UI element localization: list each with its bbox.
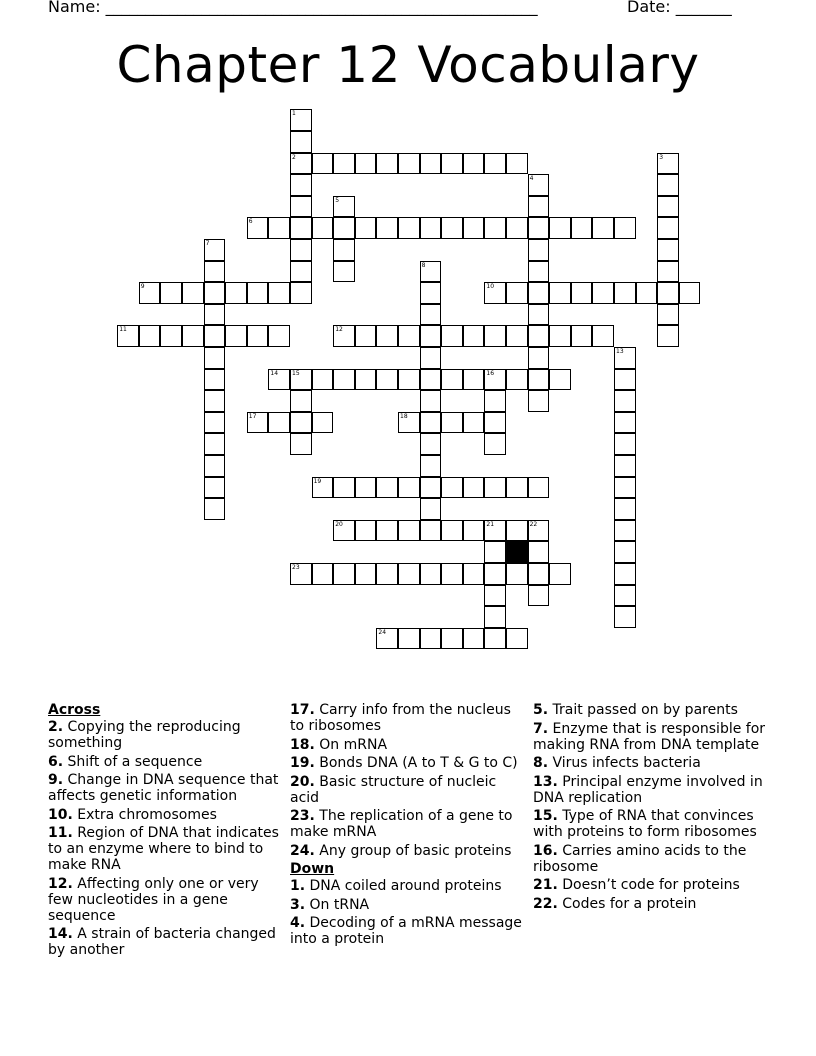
across-clue bbox=[48, 772, 284, 804]
grid-cell[interactable] bbox=[290, 433, 312, 455]
grid-cell[interactable] bbox=[376, 369, 398, 391]
clue-number-label: 8 bbox=[421, 261, 426, 269]
grid-cell[interactable] bbox=[204, 369, 226, 391]
grid-cell[interactable] bbox=[441, 153, 463, 175]
clue-text: Doesn’t code for proteins bbox=[557, 877, 740, 893]
grid-cell[interactable] bbox=[420, 628, 442, 650]
grid-cell[interactable] bbox=[420, 282, 442, 304]
grid-cell[interactable] bbox=[290, 282, 312, 304]
clue-number: 17. bbox=[290, 702, 315, 718]
clue-number: 14. bbox=[48, 926, 73, 942]
grid-cell[interactable] bbox=[420, 412, 442, 434]
grid-cell[interactable] bbox=[312, 563, 334, 585]
clue-number-label: 17 bbox=[248, 412, 257, 420]
grid-cell[interactable] bbox=[657, 217, 679, 239]
down-clue bbox=[290, 897, 526, 913]
grid-cell[interactable] bbox=[614, 282, 636, 304]
clue-number: 9. bbox=[48, 772, 64, 788]
clue-number-label: 5 bbox=[335, 196, 340, 204]
across-clue bbox=[48, 926, 284, 958]
grid-cell[interactable] bbox=[528, 282, 550, 304]
grid-cell[interactable] bbox=[420, 563, 442, 585]
clue-text: Carry info from the nucleus to ribosomes bbox=[290, 702, 511, 734]
grid-cell[interactable] bbox=[592, 217, 614, 239]
grid-cell[interactable] bbox=[549, 217, 571, 239]
grid-cell[interactable] bbox=[657, 282, 679, 304]
grid-cell[interactable] bbox=[312, 217, 334, 239]
grid-cell[interactable] bbox=[247, 325, 269, 347]
grid-cell[interactable] bbox=[420, 153, 442, 175]
grid-cell[interactable] bbox=[290, 217, 312, 239]
grid-cell[interactable] bbox=[333, 477, 355, 499]
clue-number: 2. bbox=[48, 719, 64, 735]
grid-cell[interactable] bbox=[657, 239, 679, 261]
clue-number: 6. bbox=[48, 753, 64, 770]
grid-cell[interactable] bbox=[549, 282, 571, 304]
clue-number-label: 7 bbox=[205, 240, 210, 247]
grid-cell[interactable] bbox=[312, 153, 334, 175]
grid-cell[interactable] bbox=[528, 304, 550, 326]
grid-cell[interactable] bbox=[549, 325, 571, 347]
grid-cell[interactable] bbox=[484, 585, 506, 607]
down-clue bbox=[533, 755, 769, 771]
grid-cell[interactable] bbox=[506, 282, 528, 304]
grid-cell[interactable] bbox=[204, 477, 226, 499]
grid-cell[interactable] bbox=[463, 628, 485, 650]
clue-number-label: 22 bbox=[529, 520, 538, 528]
grid-cell[interactable] bbox=[463, 369, 485, 391]
grid-cell[interactable] bbox=[204, 325, 226, 347]
down-clue bbox=[533, 896, 769, 912]
down-clue bbox=[290, 915, 526, 947]
clue-text: Extra chromosomes bbox=[72, 806, 217, 823]
clue-number: 1. bbox=[290, 878, 306, 894]
across-clue bbox=[290, 774, 526, 806]
across-clue bbox=[290, 755, 526, 771]
grid-cell[interactable] bbox=[657, 261, 679, 283]
clue-number: 15. bbox=[533, 808, 558, 824]
grid-cell[interactable] bbox=[571, 282, 593, 304]
grid-cell[interactable] bbox=[484, 606, 506, 628]
grid-cell[interactable] bbox=[247, 282, 269, 304]
down-clue bbox=[533, 774, 769, 806]
grid-cell[interactable] bbox=[290, 412, 312, 434]
grid-cell[interactable] bbox=[204, 304, 226, 326]
clue-number: 4. bbox=[290, 915, 306, 931]
grid-cell[interactable] bbox=[204, 455, 226, 477]
down-heading: Down bbox=[290, 861, 335, 877]
grid-cell[interactable] bbox=[463, 477, 485, 499]
grid-cell[interactable] bbox=[376, 217, 398, 239]
clue-number: 5. bbox=[533, 702, 549, 718]
grid-cell[interactable] bbox=[484, 153, 506, 175]
grid-cell[interactable] bbox=[290, 131, 312, 153]
clue-number-label: 19 bbox=[313, 477, 322, 485]
grid-cell[interactable] bbox=[290, 196, 312, 218]
grid-cell[interactable] bbox=[182, 282, 204, 304]
grid-cell[interactable] bbox=[290, 390, 312, 412]
grid-cell[interactable] bbox=[420, 520, 442, 542]
clue-number: 16. bbox=[533, 842, 558, 859]
grid-cell[interactable] bbox=[484, 217, 506, 239]
clue-text: Bonds DNA (A to T & G to C) bbox=[314, 755, 518, 771]
grid-cell[interactable] bbox=[376, 563, 398, 585]
clue-number: 13. bbox=[533, 773, 558, 790]
across-clue bbox=[48, 807, 284, 823]
clue-text: Trait passed on by parents bbox=[548, 702, 738, 718]
clue-text: Decoding of a mRNA message into a protein bbox=[290, 915, 522, 947]
grid-cell[interactable] bbox=[333, 563, 355, 585]
grid-cell[interactable] bbox=[506, 153, 528, 175]
grid-cell[interactable] bbox=[528, 196, 550, 218]
grid-cell[interactable] bbox=[441, 369, 463, 391]
grid-cell[interactable] bbox=[398, 153, 420, 175]
grid-cell[interactable] bbox=[614, 606, 636, 628]
grid-cell[interactable] bbox=[225, 325, 247, 347]
grid-cell[interactable] bbox=[528, 261, 550, 283]
clue-text: Copying the reproducing something bbox=[48, 719, 241, 751]
clue-text: Basic structure of nucleic acid bbox=[290, 773, 497, 806]
grid-cell[interactable] bbox=[549, 369, 571, 391]
grid-cell[interactable] bbox=[398, 325, 420, 347]
clue-number: 22. bbox=[533, 895, 558, 912]
grid-cell[interactable] bbox=[420, 304, 442, 326]
grid-cell[interactable] bbox=[441, 325, 463, 347]
grid-cell[interactable] bbox=[398, 520, 420, 542]
black-square bbox=[506, 541, 528, 563]
across-clue bbox=[48, 825, 284, 873]
clue-text: Region of DNA that indicates to an enzyme where to bind to make RNA bbox=[48, 825, 279, 873]
across-clue bbox=[290, 737, 526, 753]
grid-cell[interactable] bbox=[657, 325, 679, 347]
grid-cell[interactable] bbox=[636, 282, 658, 304]
across-clue bbox=[290, 843, 526, 859]
across-heading: Across bbox=[48, 702, 101, 718]
grid-cell[interactable] bbox=[528, 347, 550, 369]
grid-cell[interactable] bbox=[204, 347, 226, 369]
grid-cell[interactable] bbox=[484, 541, 506, 563]
clue-number: 19. bbox=[290, 755, 315, 771]
clue-number-label: 2 bbox=[292, 153, 296, 161]
grid-cell[interactable] bbox=[355, 520, 377, 542]
grid-cell[interactable] bbox=[420, 498, 442, 520]
clue-number: 24. bbox=[290, 842, 315, 859]
grid-cell[interactable] bbox=[657, 304, 679, 326]
grid-cell[interactable] bbox=[225, 282, 247, 304]
clue-number-label: 15 bbox=[292, 369, 300, 377]
grid-cell[interactable] bbox=[420, 217, 442, 239]
clue-number-label: 10 bbox=[486, 283, 495, 291]
grid-cell[interactable] bbox=[506, 369, 528, 391]
grid-cell[interactable] bbox=[657, 196, 679, 218]
grid-cell[interactable] bbox=[528, 390, 550, 412]
grid-cell[interactable] bbox=[333, 153, 355, 175]
grid-cell[interactable] bbox=[376, 153, 398, 175]
grid-cell[interactable] bbox=[571, 217, 593, 239]
grid-cell[interactable] bbox=[614, 541, 636, 563]
grid-cell[interactable] bbox=[463, 325, 485, 347]
grid-cell[interactable] bbox=[420, 455, 442, 477]
grid-cell[interactable] bbox=[182, 325, 204, 347]
grid-cell[interactable] bbox=[528, 563, 550, 585]
grid-cell[interactable] bbox=[441, 563, 463, 585]
grid-cell[interactable] bbox=[268, 282, 290, 304]
clue-number-label: 23 bbox=[292, 564, 300, 571]
clue-number-label: 6 bbox=[248, 218, 253, 226]
grid-cell[interactable] bbox=[506, 477, 528, 499]
across-clue-list bbox=[48, 719, 284, 958]
grid-cell[interactable] bbox=[420, 433, 442, 455]
grid-cell[interactable] bbox=[398, 477, 420, 499]
grid-cell[interactable] bbox=[420, 325, 442, 347]
grid-cell[interactable] bbox=[484, 325, 506, 347]
grid-cell[interactable] bbox=[398, 563, 420, 585]
grid-cell[interactable] bbox=[528, 369, 550, 391]
grid-cell[interactable] bbox=[420, 390, 442, 412]
grid-cell[interactable] bbox=[614, 585, 636, 607]
grid-cell[interactable] bbox=[506, 217, 528, 239]
grid-cell[interactable] bbox=[592, 282, 614, 304]
grid-cell[interactable] bbox=[398, 217, 420, 239]
grid-cell[interactable] bbox=[484, 477, 506, 499]
grid-cell[interactable] bbox=[614, 477, 636, 499]
clue-text: Enzyme that is responsible for making RNA from DNA template bbox=[533, 720, 766, 753]
down-clue bbox=[533, 808, 769, 840]
grid-cell[interactable] bbox=[571, 325, 593, 347]
down-clue bbox=[290, 878, 526, 894]
date-field-label[interactable]: Date: _______ bbox=[627, 0, 732, 16]
clue-text: Virus infects bacteria bbox=[548, 755, 701, 771]
clue-number-label: 16 bbox=[486, 369, 495, 377]
clue-text: A strain of bacteria changed by another bbox=[48, 926, 276, 958]
clue-number: 3. bbox=[290, 896, 306, 913]
grid-cell[interactable] bbox=[355, 153, 377, 175]
grid-cell[interactable] bbox=[506, 563, 528, 585]
grid-cell[interactable] bbox=[463, 217, 485, 239]
clue-text: The replication of a gene to make mRNA bbox=[290, 808, 513, 840]
grid-cell[interactable] bbox=[463, 153, 485, 175]
clue-number-label: 11 bbox=[119, 326, 127, 334]
grid-cell[interactable] bbox=[160, 282, 182, 304]
grid-cell[interactable] bbox=[290, 261, 312, 283]
grid-cell[interactable] bbox=[376, 325, 398, 347]
grid-cell[interactable] bbox=[312, 369, 334, 391]
grid-cell[interactable] bbox=[549, 563, 571, 585]
across-clue bbox=[48, 754, 284, 770]
grid-cell[interactable] bbox=[204, 282, 226, 304]
clue-number-label: 21 bbox=[486, 520, 495, 528]
clue-number-label: 18 bbox=[400, 412, 408, 420]
grid-cell[interactable] bbox=[484, 412, 506, 434]
grid-cell[interactable] bbox=[355, 217, 377, 239]
grid-cell[interactable] bbox=[506, 325, 528, 347]
grid-cell[interactable] bbox=[268, 325, 290, 347]
clue-text: DNA coiled around proteins bbox=[305, 878, 502, 894]
clue-text: Any group of basic proteins bbox=[314, 842, 512, 859]
grid-cell[interactable] bbox=[204, 498, 226, 520]
clue-number-label: 12 bbox=[335, 326, 343, 334]
across-clue bbox=[290, 702, 526, 734]
grid-cell[interactable] bbox=[160, 325, 182, 347]
across-clue bbox=[48, 719, 284, 751]
grid-cell[interactable] bbox=[657, 174, 679, 196]
grid-cell[interactable] bbox=[268, 217, 290, 239]
clue-text: Type of RNA that convinces with proteins to form ribosomes bbox=[533, 808, 757, 840]
clue-text: Principal enzyme involved in DNA replication bbox=[533, 773, 763, 806]
clues-column-1 bbox=[48, 702, 284, 958]
grid-cell[interactable] bbox=[204, 390, 226, 412]
grid-cell[interactable] bbox=[484, 390, 506, 412]
grid-cell[interactable] bbox=[355, 563, 377, 585]
grid-cell[interactable] bbox=[355, 325, 377, 347]
grid-cell[interactable] bbox=[528, 541, 550, 563]
grid-cell[interactable] bbox=[204, 433, 226, 455]
grid-cell[interactable] bbox=[614, 520, 636, 542]
grid-cell[interactable] bbox=[614, 455, 636, 477]
clue-number: 11. bbox=[48, 825, 73, 841]
grid-cell[interactable] bbox=[355, 477, 377, 499]
across-clue-list-continued bbox=[290, 702, 526, 859]
grid-cell[interactable] bbox=[420, 347, 442, 369]
grid-cell[interactable] bbox=[312, 412, 334, 434]
clue-text: Change in DNA sequence that affects genetic information bbox=[48, 772, 279, 804]
grid-cell[interactable] bbox=[333, 369, 355, 391]
clue-text: Carries amino acids to the ribosome bbox=[533, 842, 747, 875]
grid-cell[interactable] bbox=[290, 239, 312, 261]
clue-number: 12. bbox=[48, 875, 73, 892]
page-title: Chapter 12 Vocabulary bbox=[116, 36, 700, 94]
clue-number: 10. bbox=[48, 806, 73, 823]
grid-cell[interactable] bbox=[268, 412, 290, 434]
name-field-label[interactable]: Name: ______________________________________________________ bbox=[48, 0, 538, 16]
grid-cell[interactable] bbox=[614, 563, 636, 585]
down-clue-list bbox=[290, 878, 526, 947]
grid-cell[interactable] bbox=[614, 498, 636, 520]
clues-column-3 bbox=[533, 702, 769, 912]
clue-number-label: 13 bbox=[616, 348, 624, 355]
grid-cell[interactable] bbox=[204, 261, 226, 283]
grid-cell[interactable] bbox=[441, 628, 463, 650]
grid-cell[interactable] bbox=[420, 477, 442, 499]
grid-cell[interactable] bbox=[376, 477, 398, 499]
grid-cell[interactable] bbox=[398, 628, 420, 650]
grid-cell[interactable] bbox=[528, 217, 550, 239]
clues-column-2 bbox=[290, 702, 526, 947]
grid-cell[interactable] bbox=[614, 369, 636, 391]
grid-cell[interactable] bbox=[614, 412, 636, 434]
grid-cell[interactable] bbox=[528, 325, 550, 347]
grid-cell[interactable] bbox=[290, 174, 312, 196]
grid-cell[interactable] bbox=[333, 217, 355, 239]
grid-cell[interactable] bbox=[484, 563, 506, 585]
grid-cell[interactable] bbox=[463, 412, 485, 434]
clue-text: Affecting only one or very few nucleotides in a gene sequence bbox=[48, 875, 259, 924]
clue-number-label: 4 bbox=[529, 175, 534, 183]
grid-cell[interactable] bbox=[506, 520, 528, 542]
grid-cell[interactable] bbox=[484, 433, 506, 455]
grid-cell[interactable] bbox=[679, 282, 701, 304]
grid-cell[interactable] bbox=[139, 325, 161, 347]
grid-cell[interactable] bbox=[355, 369, 377, 391]
grid-cell[interactable] bbox=[441, 412, 463, 434]
grid-cell[interactable] bbox=[528, 239, 550, 261]
grid-cell[interactable] bbox=[441, 520, 463, 542]
down-clue-list-continued bbox=[533, 702, 769, 912]
grid-cell[interactable] bbox=[484, 628, 506, 650]
clue-number-label: 3 bbox=[659, 153, 664, 161]
grid-cell[interactable] bbox=[506, 628, 528, 650]
grid-cell[interactable] bbox=[463, 563, 485, 585]
grid-cell[interactable] bbox=[376, 520, 398, 542]
grid-cell[interactable] bbox=[592, 325, 614, 347]
grid-cell[interactable] bbox=[441, 477, 463, 499]
grid-cell[interactable] bbox=[614, 217, 636, 239]
grid-cell[interactable] bbox=[528, 477, 550, 499]
across-clue bbox=[290, 808, 526, 840]
down-clue bbox=[533, 721, 769, 753]
down-clue bbox=[533, 843, 769, 875]
clue-text: Shift of a sequence bbox=[63, 753, 203, 770]
clue-number: 18. bbox=[290, 736, 315, 753]
across-clue bbox=[48, 876, 284, 924]
grid-cell[interactable] bbox=[614, 433, 636, 455]
clue-text: Codes for a protein bbox=[557, 895, 697, 912]
clue-number-label: 20 bbox=[335, 520, 343, 528]
clue-number: 21. bbox=[533, 877, 558, 893]
grid-cell[interactable] bbox=[398, 369, 420, 391]
clue-number-label: 24 bbox=[378, 628, 387, 636]
clue-text: On tRNA bbox=[305, 896, 370, 913]
grid-cell[interactable] bbox=[333, 239, 355, 261]
grid-cell[interactable] bbox=[333, 261, 355, 283]
grid-cell[interactable] bbox=[420, 369, 442, 391]
grid-cell[interactable] bbox=[204, 412, 226, 434]
clue-number-label: 9 bbox=[140, 283, 145, 291]
clue-number-label: 1 bbox=[292, 110, 296, 118]
grid-cell[interactable] bbox=[528, 585, 550, 607]
grid-cell[interactable] bbox=[463, 520, 485, 542]
clue-number: 7. bbox=[533, 720, 549, 737]
clue-text: On mRNA bbox=[314, 736, 388, 753]
clue-number-label: 14 bbox=[270, 369, 279, 377]
grid-cell[interactable] bbox=[441, 217, 463, 239]
grid-cell[interactable] bbox=[614, 390, 636, 412]
clue-number: 8. bbox=[533, 755, 549, 771]
clue-number: 20. bbox=[290, 773, 315, 790]
clue-number: 23. bbox=[290, 808, 315, 824]
down-clue bbox=[533, 877, 769, 893]
down-clue bbox=[533, 702, 769, 718]
